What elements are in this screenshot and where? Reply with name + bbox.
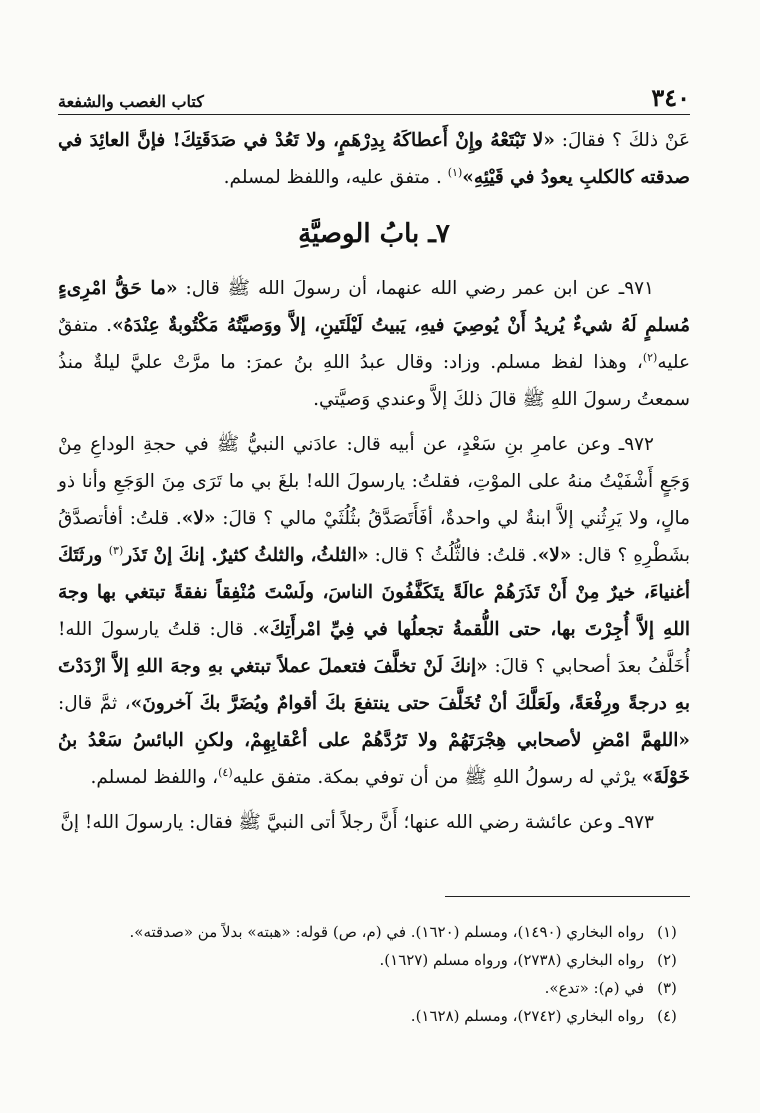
hadith-972: [58, 426, 690, 796]
footnote-ref-4[interactable]: (٤): [218, 765, 233, 779]
chapter-title: ٧ـ بابُ الوصيَّةِ: [298, 219, 450, 249]
hadith-971-mid: . متفقٌ عليه: [58, 315, 690, 373]
hadith-972-s3: . قلتُ: فالثُّلُثُ ؟ قال:: [368, 545, 538, 566]
hadith-972-s2: . قلتُ: أفأتصدَّقُ بشَطْرِهِ ؟ قال:: [58, 508, 690, 566]
page-header: [58, 76, 690, 115]
running-title: كتاب الغصب والشفعة: [58, 92, 204, 111]
main-text: [58, 122, 690, 849]
footnote-ref-3[interactable]: (٣): [108, 543, 124, 557]
footnote-text: رواه البخاري (٢٧٣٨)، ورواه مسلم (١٦٢٧).: [379, 951, 644, 969]
hadith-972-q4: ورثَتَكَ أغنياءَ، خيرٌ مِنْ أَنْ تَذَرَهُمْ عالَةً يتَكَفَّفُونَ الناسَ، ولَسْتَ مُنْفِقاً نفقةً تبتغي بها وجهَ اللهِ إلاَّ أُجِرْتَ بها، حتى اللُّقمةُ تجعلُها في فِيِّ امْرأَتِكَ»: [58, 545, 690, 640]
hadith-972-s7: ، واللفظ لمسلم.: [90, 767, 219, 788]
footnote-number: (١): [657, 923, 677, 941]
footnote-separator: [445, 896, 690, 897]
footnote-number: (٤): [657, 1007, 677, 1025]
footnote-text: في (م): «تدع».: [544, 979, 644, 997]
footnote-3: [58, 974, 690, 1002]
continuation-intro: عَنْ ذلكَ ؟ فقالَ:: [554, 130, 690, 151]
footnote-2: [58, 946, 690, 974]
footnote-ref-1[interactable]: (١): [447, 165, 463, 179]
footnote-text: رواه البخاري (١٤٩٠)، ومسلم (١٦٢٠). في (م، ص) قوله: «هبته» بدلاً من «صدقته».: [129, 923, 644, 941]
footnote-ref-2[interactable]: (٢): [642, 350, 658, 364]
footnote-1: [58, 918, 690, 946]
hadith-973: ٩٧٣ـ وعن عائشة رضي الله عنها؛ أَنَّ رجلاً أتى النبيَّ ﷺ فقال: يارسولَ الله! إنَّ: [60, 812, 654, 833]
hadith-972-q5: «إنكَ لَنْ تخلَّفَ فتعملَ عملاً تبتغي بهِ وجهَ اللهِ إلاَّ ازْدَدْتَ بهِ درجةً ورِفْعَةً، ولَعَلَّكَ أنْ تُخَلَّفَ حتى ينتفعَ بكَ أقوامٌ ويُضَرَّ بكَ آخرونَ»: [58, 656, 690, 714]
footnote-number: (٣): [657, 979, 677, 997]
hadith-972-s5: ، ثمَّ قال:: [58, 693, 131, 714]
hadith-971-quote: «ما حَقُّ امْرِىءٍ مُسلمٍ لَهُ شيءٌ يُريدُ أَنْ يُوصِيَ فيهِ، يَبيتُ لَيْلَتَينِ، إلاَّ ووَصيَّتُهُ مَكْتُوبةٌ عِنْدَهُ»: [58, 278, 690, 336]
footnote-4: [58, 1002, 690, 1030]
hadith-972-q3: «الثلثُ، والثلثُ كثيرٌ. إنكَ إنْ تَذَر: [123, 545, 369, 566]
hadith-972-q6: «اللهمَّ امْضِ لأصحابي هِجْرَتَهُمْ ولا تَرُدَّهُمْ على أعْقابِهِمْ، ولكنِ البائسُ سَعْدُ بنُ خَوْلَةَ»: [58, 730, 690, 788]
hadith-972-q2: «لا»: [537, 545, 572, 566]
hadith-971-lead: ٩٧١ـ عن ابن عمر رضي الله عنهما، أن رسولَ الله ﷺ قال:: [177, 278, 654, 299]
hadith-971: [58, 270, 690, 418]
footnote-text: رواه البخاري (٢٧٤٢)، ومسلم (١٦٢٨).: [410, 1007, 644, 1025]
page-number: ٣٤٠: [651, 83, 690, 112]
hadith-971-rest: ، وهذا لفظ مسلم. وزاد: وقال عبدُ اللهِ بنُ عمرَ: ما مرَّتْ عليَّ ليلةٌ منذُ سمعتُ رسولَ اللهِ ﷺ قالَ ذلكَ إلاَّ وعندي وَصيَّتي.: [58, 352, 690, 410]
hadith-972-s1: ٩٧٢ـ وعن عامرِ بنِ سَعْدٍ، عن أبيه قال: عادَني النبيُّ ﷺ في حجةِ الوداعِ مِنْ وَجَعٍ أَشْفَيْتُ منهُ على الموْتِ، فقلتُ: يارسولَ الله! بلغَ بي ما تَرَى مِنَ الوَجَعِ وأنا ذو مالٍ، ولا يَرِثُني إلاَّ ابنةٌ لي واحدةٌ، أفَأَتَصَدَّقُ بثُلُثَيْ مالي ؟ قالَ:: [58, 434, 691, 529]
continuation-paragraph: [58, 122, 690, 196]
continuation-after: . متفق عليه، واللفظ لمسلم.: [223, 167, 448, 188]
hadith-972-s6: يرْثي له رسولُ اللهِ ﷺ من أن توفي بمكة. متفق عليه: [232, 767, 642, 788]
hadith-972-q1: «لا»: [181, 508, 216, 529]
hadith-972-s4: . قال: قلتُ يارسولَ الله! أُخَلَّفُ بعدَ أصحابي ؟ قالَ:: [58, 619, 690, 677]
footnotes: [58, 918, 690, 1030]
continuation-quote: «لا تَبْتَعْهُ وإِنْ أَعطاكَهُ بِدِرْهَمٍ، ولا تَعُدْ في صَدَقَتِكَ! فإنَّ العائِدَ في صدقته كالكلبِ يعودُ في قَيْئِهِ»: [58, 130, 690, 188]
footnote-number: (٢): [657, 951, 677, 969]
